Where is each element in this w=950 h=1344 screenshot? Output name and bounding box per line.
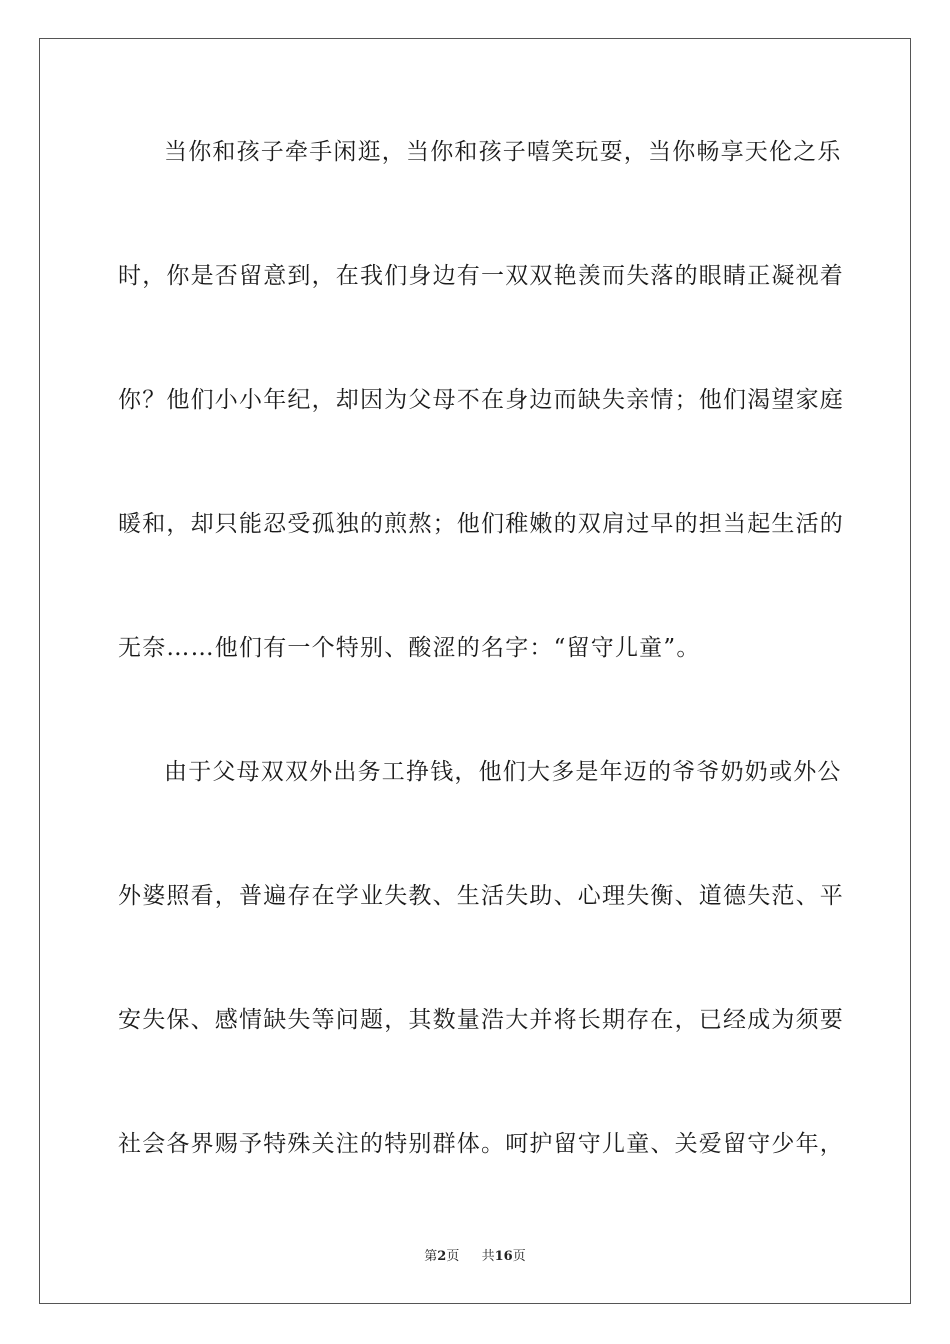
page-number: 2 <box>437 1249 447 1264</box>
paragraph-1-line-1: 当你和孩子牵手闲逛，当你和孩子嘻笑玩耍，当你畅享天伦之乐 <box>164 139 842 165</box>
paragraph-1-line-5: 无奈……他们有一个特别、酸涩的名字：“留守儿童”。 <box>118 635 701 661</box>
paragraph-1-line-3: 你？他们小小年纪，却因为父母不在身边而缺失亲情；他们渴望家庭 <box>118 387 844 413</box>
total-number: 16 <box>494 1249 513 1264</box>
paragraph-2-line-3: 安失保、感情缺失等问题，其数量浩大并将长期存在，已经成为须要 <box>118 1007 844 1033</box>
total-prefix: 共 <box>481 1249 495 1264</box>
page-suffix: 页 <box>446 1249 460 1264</box>
paragraph-2-line-1: 由于父母双双外出务工挣钱，他们大多是年迈的爷爷奶奶或外公 <box>164 759 842 785</box>
paragraph-1-line-2: 时，你是否留意到，在我们身边有一双双艳羡而失落的眼睛正凝视着 <box>118 263 844 289</box>
paragraph-2-line-4: 社会各界赐予特殊关注的特别群体。呵护留守儿童、关爱留守少年， <box>118 1131 844 1157</box>
total-pages-label <box>482 1249 526 1264</box>
total-suffix: 页 <box>512 1249 526 1264</box>
page-prefix: 第 <box>424 1249 438 1264</box>
paragraph-1-line-4: 暖和，却只能忍受孤独的煎熬；他们稚嫩的双肩过早的担当起生活的 <box>118 511 844 537</box>
page-footer <box>0 1248 950 1266</box>
page-frame <box>39 38 911 1304</box>
paragraph-2-line-2: 外婆照看，普遍存在学业失教、生活失助、心理失衡、道德失范、平 <box>118 883 844 909</box>
page-number-label <box>424 1249 463 1264</box>
